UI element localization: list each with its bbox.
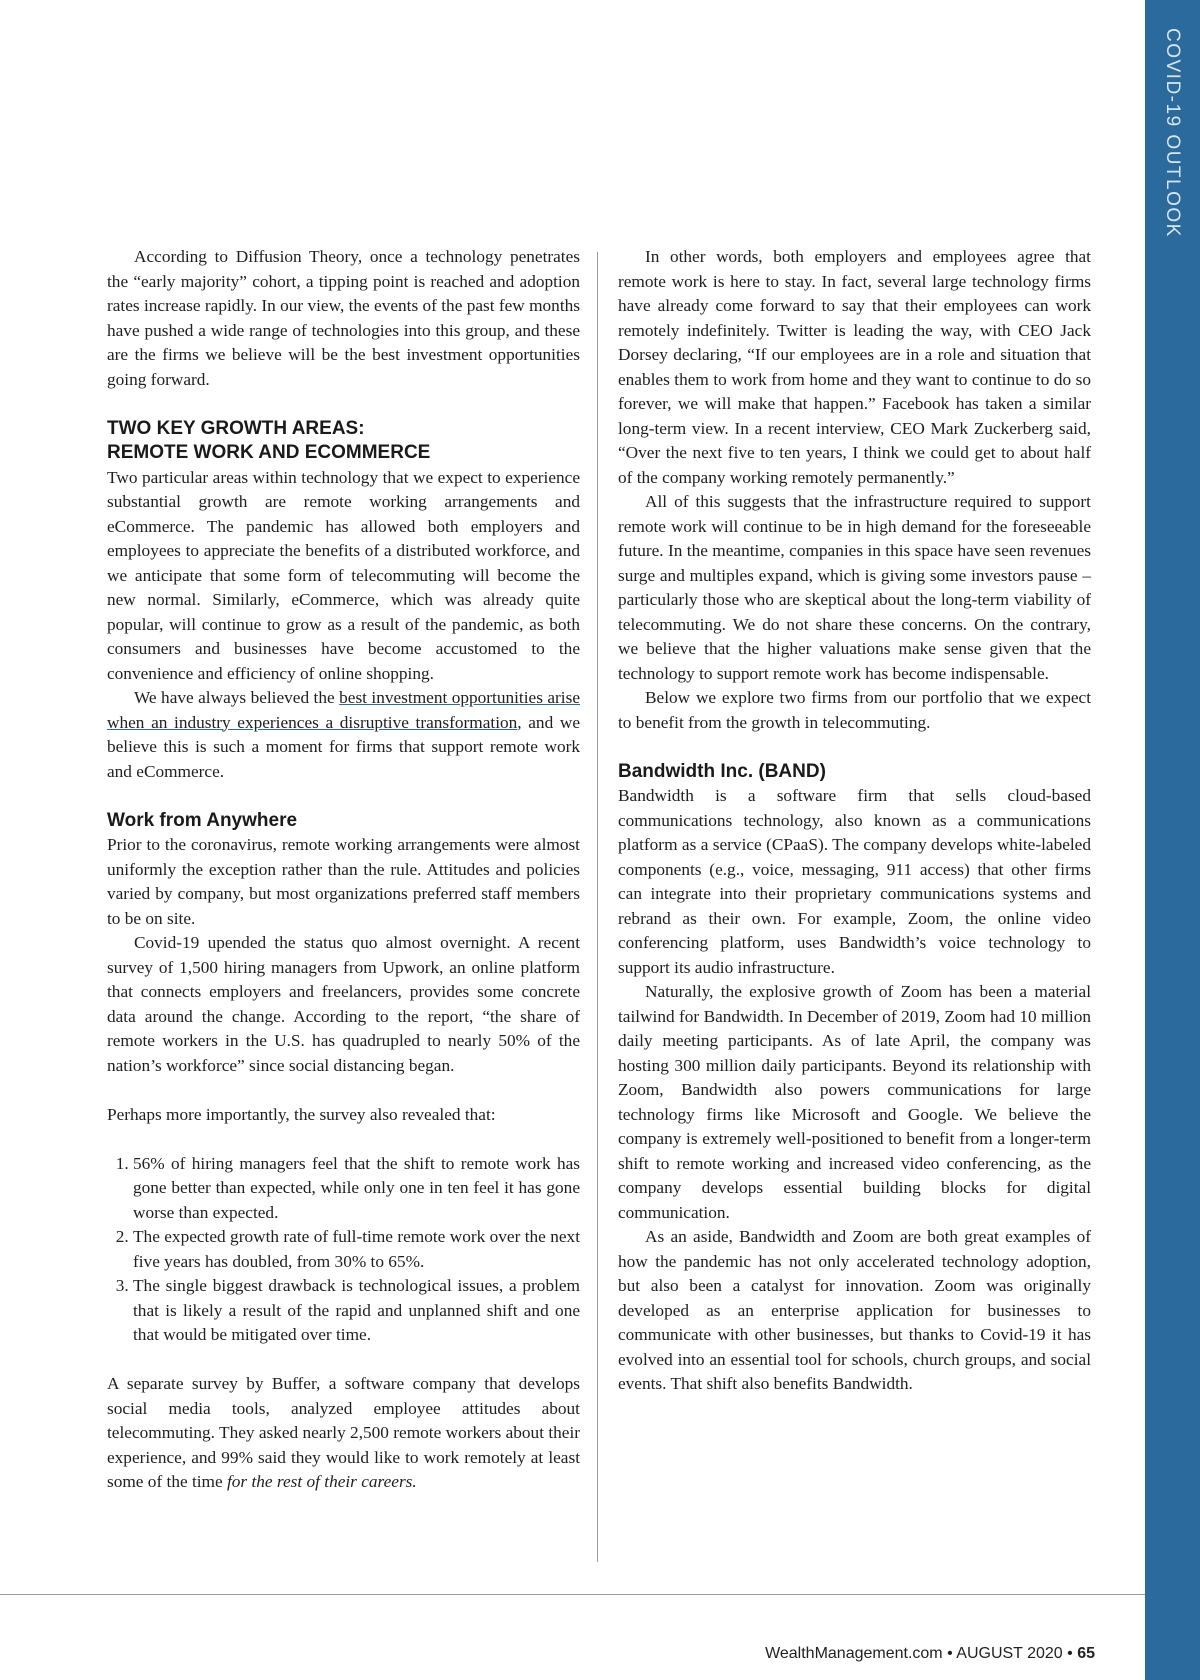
growth-paragraph: Two particular areas within technology that we expect to experience substantial growth are remote working arrangements and eCommerce. The pandemic has allowed both employers and employees to appreciate the benefits of a distributed workforce, and we anticipate that some form of telecommuting will become the new normal. Similarly, eCommerce, which was already quite popular, will continue to grow as a result of the pandemic, as both consumers and businesses have become accustomed to the convenience and efficiency of online shopping. xyxy=(107,467,580,683)
covid-paragraph: Covid-19 upended the status quo almost overnight. A recent survey of 1,500 hiring managers from Upwork, an online platform that connects employers and freelancers, provides some concrete data around the change. According to the report, “the share of remote workers in the U.S. has quadrupled to nearly 50% of the nation’s workforce” since social distancing began. xyxy=(107,933,580,1075)
prior-paragraph: Prior to the coronavirus, remote working arrangements were almost uniformly the exception rather than the rule. Attitudes and policies varied by company, but most organizations preferred staff members to be on site. xyxy=(107,835,580,928)
survey-intro: Perhaps more importantly, the survey also revealed that: xyxy=(107,1104,496,1124)
spacer xyxy=(107,1078,580,1103)
growth-areas-heading xyxy=(107,417,580,466)
belief-suffix: , and we believe this is such a moment for firms that support remote work and eCommerce. xyxy=(107,712,580,781)
buffer-paragraph xyxy=(107,1372,580,1495)
infrastructure-paragraph: All of this suggests that the infrastructure required to support remote work will continue to be in high demand for the foreseeable future. In the meantime, companies in this space have seen revenues surge and multiples expand, which is giving some investors pause – particularly those who are skeptical about the long-term viability of telecommuting. We do not share these concerns. On the contrary, we believe that the higher valuations make sense given that the technology to support remote work has become indispensable. xyxy=(618,492,1091,683)
list-item: 1. 56% of hiring managers feel that the shift to remote work has gone better than expected, while only one in ten feel it has gone worse than expected. xyxy=(133,1152,580,1226)
survey-findings-list xyxy=(107,1152,580,1348)
spacer xyxy=(618,735,1091,760)
belief-paragraph xyxy=(107,686,580,784)
investment-opportunities-link[interactable]: best investment opportunities arise when an industry experiences a disruptive transformation xyxy=(107,688,580,732)
aside-paragraph: As an aside, Bandwidth and Zoom are both great examples of how the pandemic has not only accelerated technology adoption, but also been a catalyst for innovation. Zoom was originally developed as an enterprise application for businesses to communicate with other businesses, but thanks to Covid-19 it has evolved into an essential tool for schools, church groups, and social events. That shift also benefits Bandwidth. xyxy=(618,1227,1091,1393)
other-words-paragraph: In other words, both employers and employees agree that remote work is here to stay. In fact, several large technology firms have already come forward to say that their employees can work remotely indefinitely. Twitter is leading the way, with CEO Jack Dorsey declaring, “If our employees are in a role and situation that enables them to work from home and they want to continue to do so forever, we will make that happen.” Facebook has taken a similar long-term view. In a recent interview, CEO Mark Zuckerberg said, “Over the next five to ten years, I think we could get to about half of the company working remotely permanently.” xyxy=(618,247,1091,487)
section-label: COVID-19 OUTLOOK xyxy=(1162,28,1183,238)
zoom-paragraph: Naturally, the explosive growth of Zoom has been a material tailwind for Bandwidth. In December of 2019, Zoom had 10 million daily meeting participants. As of late April, the company was hosting 300 million daily participants. Beyond its relationship with Zoom, Bandwidth also powers communications for large technology firms like Microsoft and Google. We believe the company is extremely well-positioned to benefit from a longer-term shift to remote working and increased video conferencing, as the company develops essential building blocks for digital communication. xyxy=(618,982,1091,1222)
work-anywhere-heading: Work from Anywhere xyxy=(107,809,298,831)
bandwidth-paragraph: Bandwidth is a software firm that sells cloud-based communications technology, also known as a communications platform as a service (CPaaS). The company develops white-labeled components (e.g., voice, messaging, 911 access) that other firms can integrate into their proprietary communications systems and rebrand as their own. For example, Zoom, the online video conferencing platform, uses Bandwidth’s voice technology to support its audio infrastructure. xyxy=(618,786,1091,977)
list-item: 2. The expected growth rate of full-time remote work over the next five years has doubled, from 30% to 65%. xyxy=(133,1225,580,1274)
buffer-emphasis: for the rest of their careers. xyxy=(226,1472,417,1491)
growth-areas-heading-line1: TWO KEY GROWTH AREAS: xyxy=(107,417,365,439)
below-paragraph: Below we explore two firms from our portfolio that we expect to benefit from the growth in telecommuting. xyxy=(618,688,1091,732)
left-column xyxy=(107,245,580,1495)
page-number: 65 xyxy=(1077,1645,1095,1662)
growth-areas-heading-line2: REMOTE WORK AND ECOMMERCE xyxy=(107,442,431,463)
column-divider xyxy=(597,252,598,1562)
intro-paragraph: According to Diffusion Theory, once a technology penetrates the “early majority” cohort, a tipping point is reached and adoption rates increase rapidly. In our view, the events of the past few months have pushed a wide range of technologies into this group, and these are the firms we believe will be the best investment opportunities going forward. xyxy=(107,247,580,389)
page-footer xyxy=(765,1645,1095,1663)
footer-site: WealthManagement.com xyxy=(765,1645,943,1662)
list-item: 3. The single biggest drawback is technological issues, a problem that is likely a result of the rapid and unplanned shift and one that would be mitigated over time. xyxy=(133,1274,580,1348)
bandwidth-heading: Bandwidth Inc. (BAND) xyxy=(618,760,826,782)
spacer xyxy=(107,392,580,417)
spacer xyxy=(107,1348,580,1373)
footer-separator: • xyxy=(1067,1645,1073,1662)
belief-prefix: We have always believed the xyxy=(134,688,340,707)
footer-separator: • xyxy=(947,1645,953,1662)
footer-rule xyxy=(0,1594,1145,1595)
spacer xyxy=(107,784,580,809)
buffer-text: A separate survey by Buffer, a software company that develops social media tools, analyzed employee attitudes about telecommuting. They asked nearly 2,500 remote workers about their experience, and 99% said they would like to work remotely at least some of the time xyxy=(107,1374,580,1491)
right-column xyxy=(618,245,1091,1397)
spacer xyxy=(107,1127,580,1152)
footer-issue: AUGUST 2020 xyxy=(956,1645,1063,1662)
